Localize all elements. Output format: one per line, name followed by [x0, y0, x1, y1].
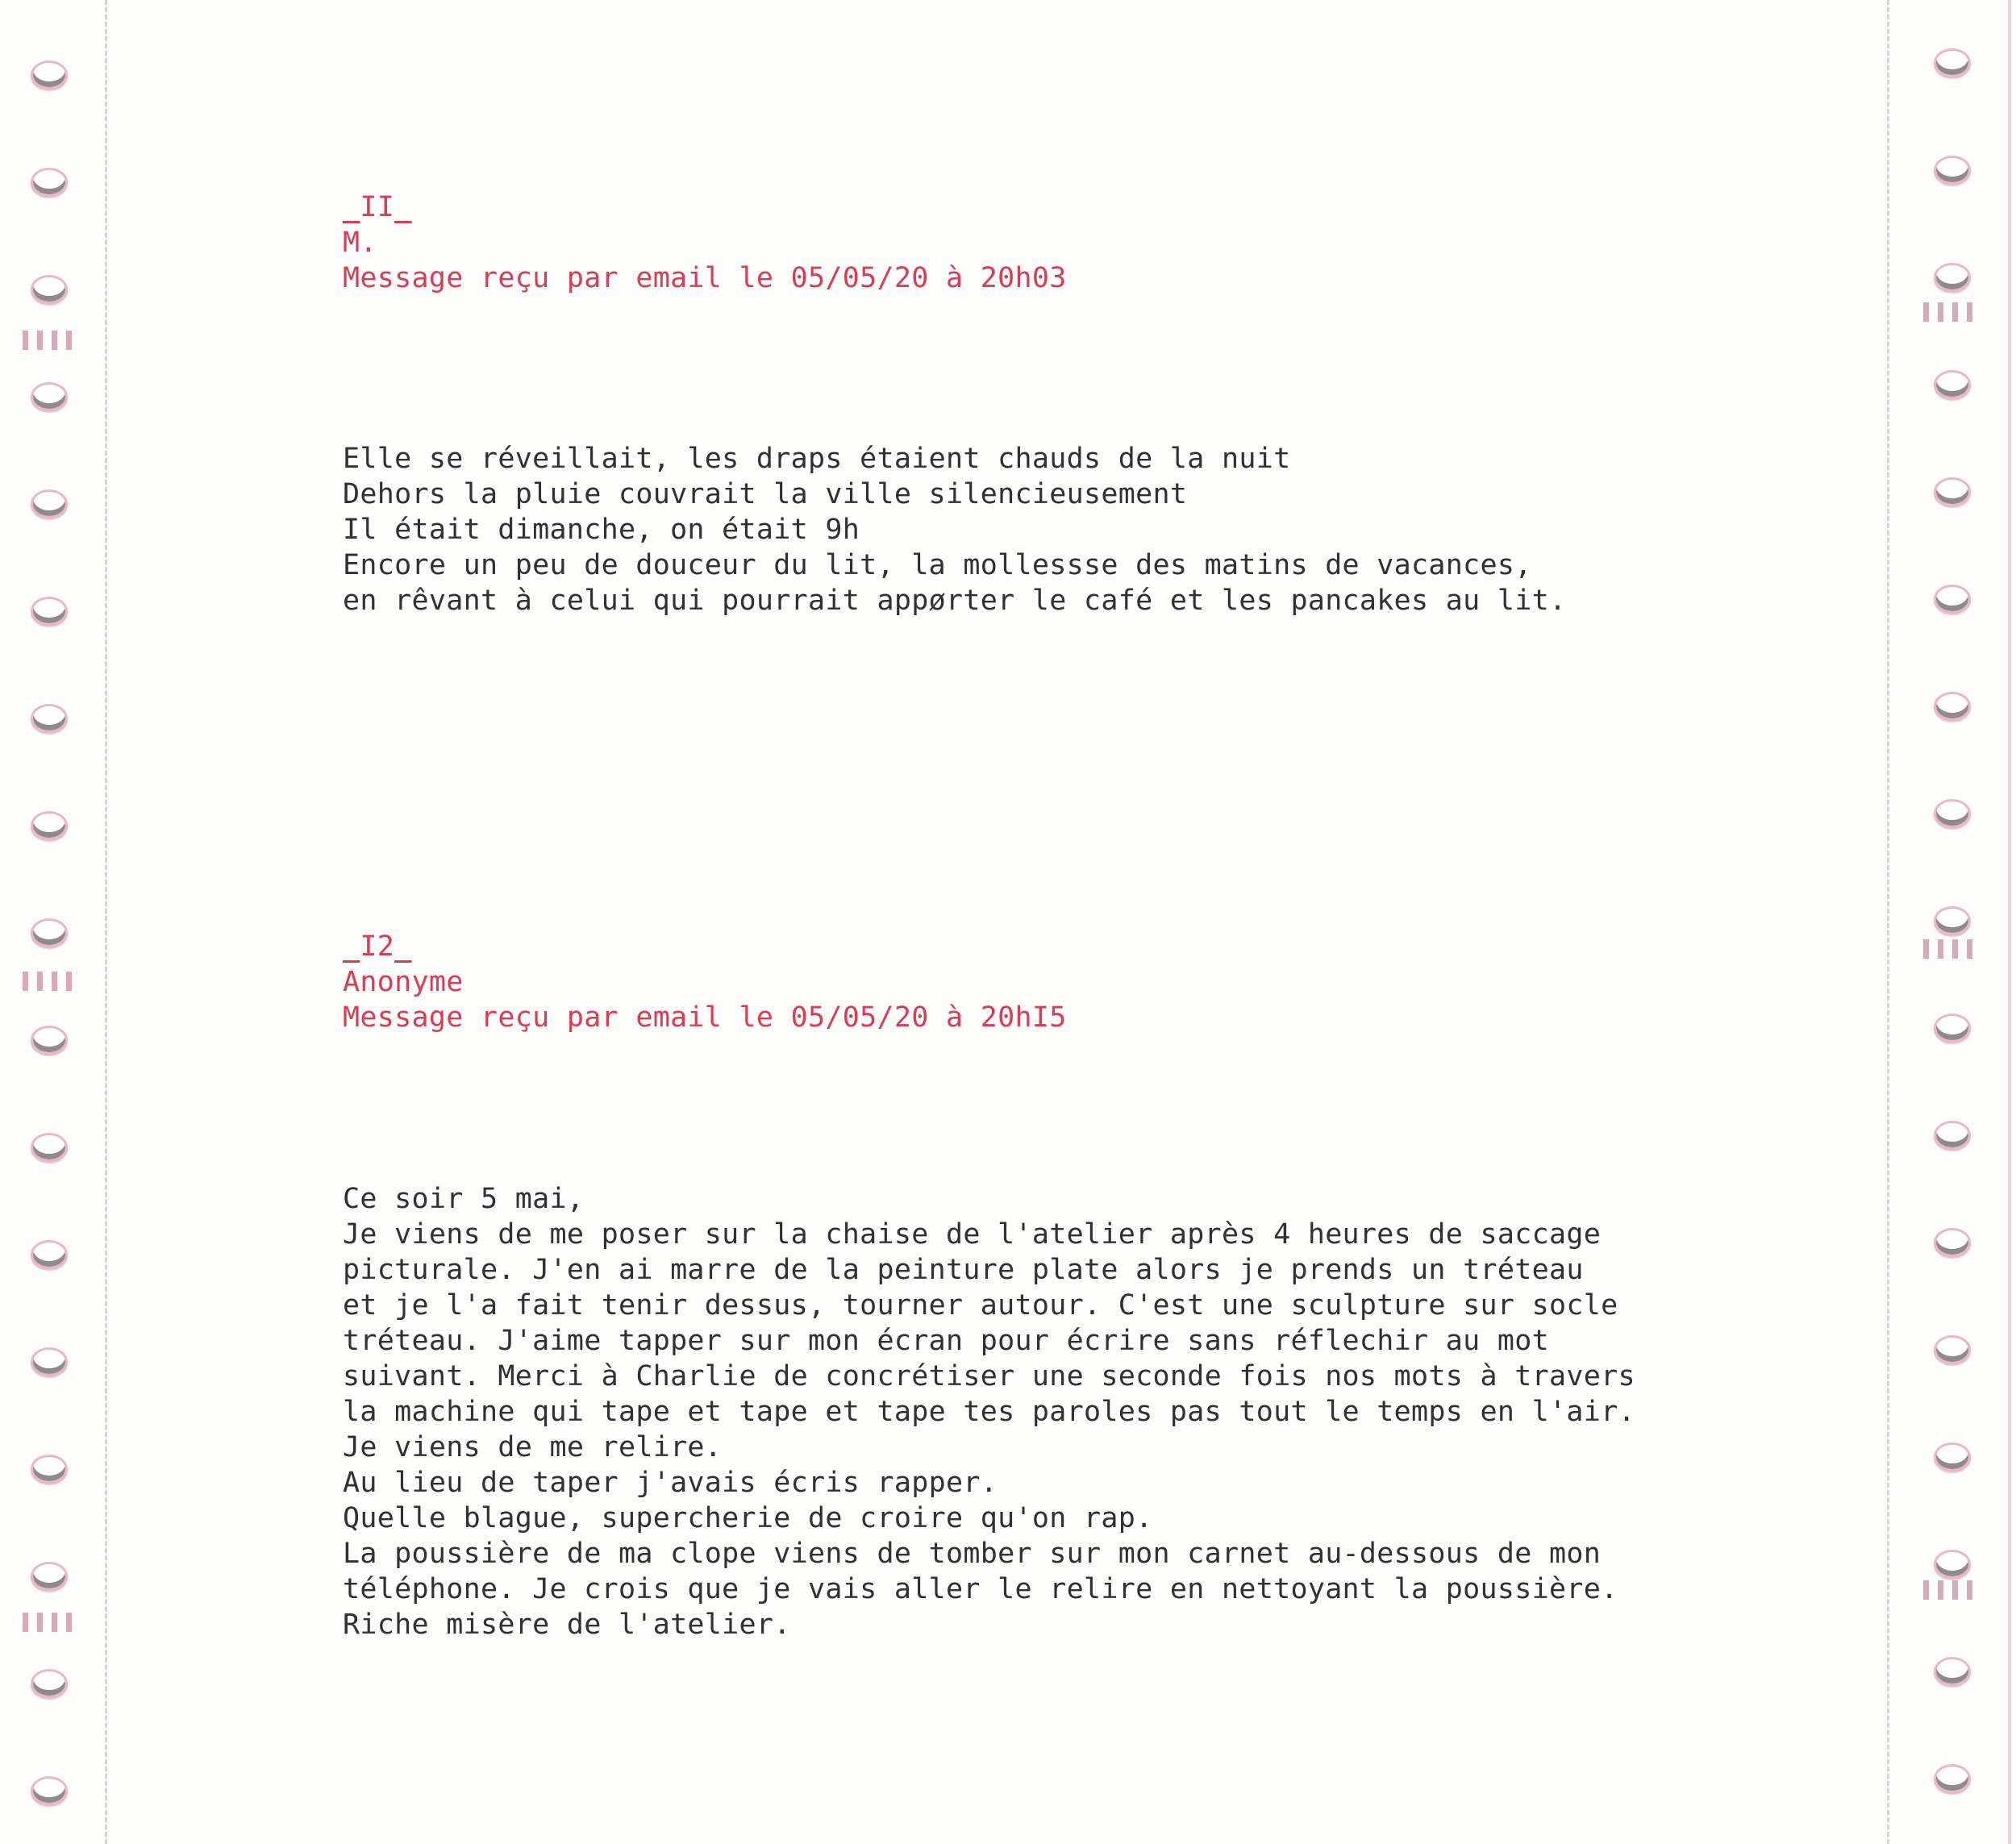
perforation-hole: [1934, 477, 1971, 506]
body-line: tréteau. J'aime tapper sur mon écran pour écrire sans réflechir au mot: [343, 1325, 1550, 1357]
perforation-hole: [31, 811, 68, 840]
perforation-hole: [1934, 1335, 1971, 1364]
body-line: picturale. J'en ai marre de la peinture plate alors je prends un tréteau: [343, 1254, 1584, 1286]
entry-number: _I2_: [343, 930, 412, 963]
entry-1-header: [343, 189, 1714, 296]
perforation-hole: [1934, 799, 1971, 828]
perforation-hole: [31, 1562, 68, 1591]
perforation-hole: [1934, 1764, 1971, 1793]
body-line: Il était dimanche, on était 9h: [343, 514, 860, 546]
entry-number: _II_: [343, 191, 412, 223]
entry-1-body: [343, 441, 1714, 618]
perforation-hole: [31, 168, 68, 197]
right-perforation-line: [1887, 0, 1889, 1844]
entry-2-header: [343, 929, 1714, 1035]
perforation-hole: [1934, 585, 1971, 614]
perforation-hole: [31, 1347, 68, 1376]
perforation-hole: [1934, 263, 1971, 292]
entry-number-value: I2: [360, 930, 395, 963]
tear-marks: [23, 972, 81, 991]
perforation-hole: [1934, 1014, 1971, 1043]
body-line: Riche misère de l'atelier.: [343, 1609, 791, 1641]
perforation-hole: [31, 489, 68, 518]
perforation-hole: [31, 1133, 68, 1162]
tear-marks: [1923, 1580, 1981, 1600]
perforation-hole: [1934, 156, 1971, 185]
perforation-hole: [31, 1776, 68, 1805]
body-line: Au lieu de taper j'avais écris rapper.: [343, 1467, 998, 1499]
perforation-hole: [1934, 1550, 1971, 1579]
body-line: La poussière de ma clope viens de tomber sur mon carnet au-dessous de mon: [343, 1538, 1602, 1570]
entry-received-line: Message reçu par email le 05/05/20 à 20h03: [343, 262, 1067, 294]
body-line: suivant. Merci à Charlie de concrétiser une seconde fois nos mots à travers: [343, 1360, 1635, 1392]
tear-marks: [1923, 939, 1981, 959]
body-line: Encore un peu de douceur du lit, la mollessse des matins de vacances,: [343, 549, 1532, 581]
body-line: Elle se réveillait, les draps étaient chauds de la nuit: [343, 443, 1291, 475]
body-line: la machine qui tape et tape et tape tes paroles pas tout le temps en l'air.: [343, 1396, 1635, 1428]
body-line: et je l'a fait tenir dessus, tourner autour. C'est une sculpture sur socle: [343, 1289, 1618, 1322]
entry-author: Anonyme: [343, 966, 464, 998]
body-line: Ce soir 5 mai,: [343, 1183, 585, 1215]
tear-marks: [23, 331, 81, 350]
perforation-hole: [31, 1026, 68, 1055]
entry-2-body: [343, 1181, 1714, 1642]
perforation-hole: [1934, 48, 1971, 77]
body-line: téléphone. Je crois que je vais aller le relire en nettoyant la poussière.: [343, 1573, 1618, 1605]
perforation-hole: [31, 918, 68, 947]
perforation-hole: [1934, 906, 1971, 935]
body-line: Je viens de me relire.: [343, 1431, 723, 1463]
perforation-hole: [31, 1240, 68, 1269]
perforation-hole: [1934, 370, 1971, 399]
page-edge: [2008, 0, 2011, 1844]
tear-marks: [23, 1613, 81, 1632]
perforation-hole: [31, 597, 68, 626]
perforation-hole: [1934, 692, 1971, 721]
perforation-hole: [31, 1669, 68, 1698]
perforation-hole: [1934, 1442, 1971, 1471]
left-perforation-line: [105, 0, 107, 1844]
perforation-hole: [1934, 1121, 1971, 1150]
perforation-hole: [31, 1455, 68, 1484]
perforation-hole: [31, 60, 68, 89]
body-line: en rêvant à celui qui pourrait appørter le café et les pancakes au lit.: [343, 585, 1567, 617]
tear-marks: [1923, 302, 1981, 322]
perforation-hole: [31, 382, 68, 411]
body-line: Je viens de me poser sur la chaise de l'atelier après 4 heures de saccage: [343, 1218, 1602, 1251]
perforation-hole: [31, 275, 68, 304]
perforation-hole: [31, 704, 68, 733]
entry-received-line: Message reçu par email le 05/05/20 à 20hI5: [343, 1001, 1067, 1034]
entry-number-value: II: [360, 191, 395, 223]
body-line: Quelle blague, supercherie de croire qu'on rap.: [343, 1502, 1153, 1534]
entry-author: M.: [343, 227, 377, 259]
perforation-hole: [1934, 1657, 1971, 1686]
perforation-hole: [1934, 1228, 1971, 1257]
body-line: Dehors la pluie couvrait la ville silencieusement: [343, 478, 1188, 510]
